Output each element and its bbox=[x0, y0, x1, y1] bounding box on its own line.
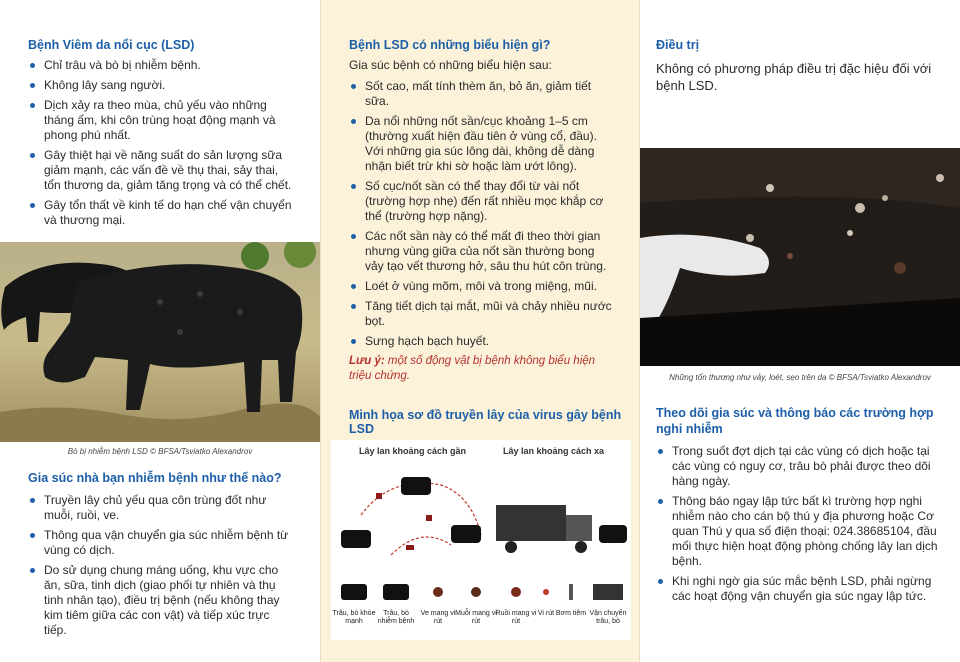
list-item: Chỉ trâu và bò bị nhiễm bệnh. bbox=[28, 58, 294, 73]
heading-treatment: Điều trị bbox=[656, 38, 700, 52]
list-item: Thông qua vận chuyển gia súc nhiễm bệnh từ vùng có dịch. bbox=[28, 528, 294, 558]
heading-monitoring: Theo dõi gia súc và thông báo các trường hợp nghi nhiễm bbox=[656, 406, 934, 436]
legend-item: Trâu, bò nhiễm bệnh bbox=[377, 610, 415, 625]
lsd-facts-list bbox=[28, 58, 294, 228]
note-label: Lưu ý: bbox=[349, 355, 385, 367]
legend-item: Vận chuyển trâu, bò bbox=[589, 610, 627, 625]
list-item: Truyền lây chủ yếu qua côn trùng đốt như muỗi, ruồi, ve. bbox=[28, 493, 294, 523]
list-item: Trong suốt đợt dịch tại các vùng có dịch hoặc tại các vùng có nguy cơ, trâu bò phải được theo dõi hàng ngày. bbox=[656, 444, 946, 489]
skin-lesion-photo bbox=[640, 148, 960, 366]
list-item: Không lây sang người. bbox=[28, 78, 294, 93]
diagram-scene bbox=[331, 465, 631, 585]
symptoms-intro: Gia súc bệnh có những biểu hiện sau: bbox=[349, 58, 552, 72]
heading-how-infected: Gia súc nhà bạn nhiễm bệnh như thế nào? bbox=[28, 471, 282, 485]
list-item: Dịch xảy ra theo mùa, chủ yếu vào những tháng ấm, khi côn trùng hoạt động mạnh và phong phú nhất. bbox=[28, 98, 294, 143]
near-label: Lây lan khoảng cách gần bbox=[359, 446, 467, 456]
legend-item: Vi rút bbox=[537, 610, 555, 617]
heading-transmission: Minh họa sơ đồ truyền lây của virus gây bệnh LSD bbox=[349, 408, 622, 436]
cattle-photo bbox=[0, 242, 320, 442]
legend-item: Ve mang vi rút bbox=[420, 610, 456, 625]
note-text: một số động vật bị bệnh không biểu hiện triệu chứng. bbox=[349, 355, 596, 382]
monitoring-list bbox=[656, 444, 946, 604]
column-2 bbox=[320, 0, 640, 662]
legend-icons bbox=[331, 576, 631, 610]
transmission-diagram bbox=[331, 440, 631, 640]
list-item: Sưng hạch bạch huyết. bbox=[349, 334, 615, 349]
infection-list bbox=[28, 493, 294, 638]
list-item: Do sử dụng chung máng uống, khu vực cho ăn, sữa, tinh dịch (giao phối tự nhiên và thụ tinh nhân tạo), điều trị bệnh (nếu không thay kim tiêm giữa các con vật) và tiếp xúc trực tiếp. bbox=[28, 563, 294, 638]
list-item: Thông báo ngay lập tức bất kì trường hợp nghi nhiễm nào cho cán bộ thú y địa phương hoặc Cơ quan Thú y qua số điện thoại: 024.38685104, đầu mối thực hiện hoạt động phòng chống lây lan dịch bệnh. bbox=[656, 494, 946, 569]
list-item: Da nổi những nốt sần/cục khoảng 1–5 cm (thường xuất hiện đầu tiên ở vùng cổ, đầu). Với những gia súc lông dài, không dễ dàng nhận biết trừ khi sờ hoặc làm ướt lông). bbox=[349, 114, 615, 174]
list-item: Gây thiệt hại về năng suất do sản lượng sữa giảm mạnh, các vấn đề về thụ thai, sảy thai, tổn thương da, giảm tăng trọng và có thể chết. bbox=[28, 148, 294, 193]
list-item: Số cục/nốt sần có thể thay đổi từ vài nốt (trường hợp nhẹ) đến rất nhiều mọc khắp cơ thể (trường hợp nặng). bbox=[349, 179, 615, 224]
list-item: Sốt cao, mất tính thèm ăn, bỏ ăn, giảm tiết sữa. bbox=[349, 79, 615, 109]
list-item: Khi nghi ngờ gia súc mắc bệnh LSD, phải ngừng các hoạt động vận chuyển gia súc ngay lập tức. bbox=[656, 574, 946, 604]
note bbox=[349, 354, 615, 384]
column-3 bbox=[640, 0, 960, 662]
treatment-text: Không có phương pháp điều trị đặc hiệu đối với bệnh LSD. bbox=[656, 61, 932, 93]
list-item: Các nốt sần này có thể mất đi theo thời gian nhưng vùng giữa của nốt sần thường bong vảy tạo vết thương hở, sâu thu hút côn trùng. bbox=[349, 229, 615, 274]
list-item: Tăng tiết dịch tại mắt, mũi và chảy nhiều nước bọt. bbox=[349, 299, 615, 329]
symptoms-list bbox=[349, 79, 615, 349]
legend-item: Ruồi mang vi rút bbox=[495, 610, 537, 625]
heading-symptoms: Bệnh LSD có những biểu hiện gì? bbox=[349, 38, 551, 52]
list-item: Loét ở vùng mõm, môi và trong miệng, mũi. bbox=[349, 279, 615, 294]
legend-item: Muỗi mang vi rút bbox=[455, 610, 497, 625]
column-1 bbox=[0, 0, 320, 662]
legend-item: Bơm tiêm bbox=[555, 610, 587, 617]
photo-caption: Bò bị nhiễm bệnh LSD © BFSA/Tsviatko Alexandrov bbox=[67, 447, 253, 456]
heading-lsd: Bệnh Viêm da nổi cục (LSD) bbox=[28, 38, 195, 52]
far-label: Lây lan khoảng cách xa bbox=[503, 446, 605, 456]
legend-item: Trâu, bò khỏe mạnh bbox=[332, 610, 376, 625]
photo-caption: Những tổn thương như vảy, loét, sẹo trên da © BFSA/Tsviatko Alexandrov bbox=[669, 373, 931, 382]
list-item: Gây tổn thất về kinh tế do hạn chế vận chuyển và thương mại. bbox=[28, 198, 294, 228]
